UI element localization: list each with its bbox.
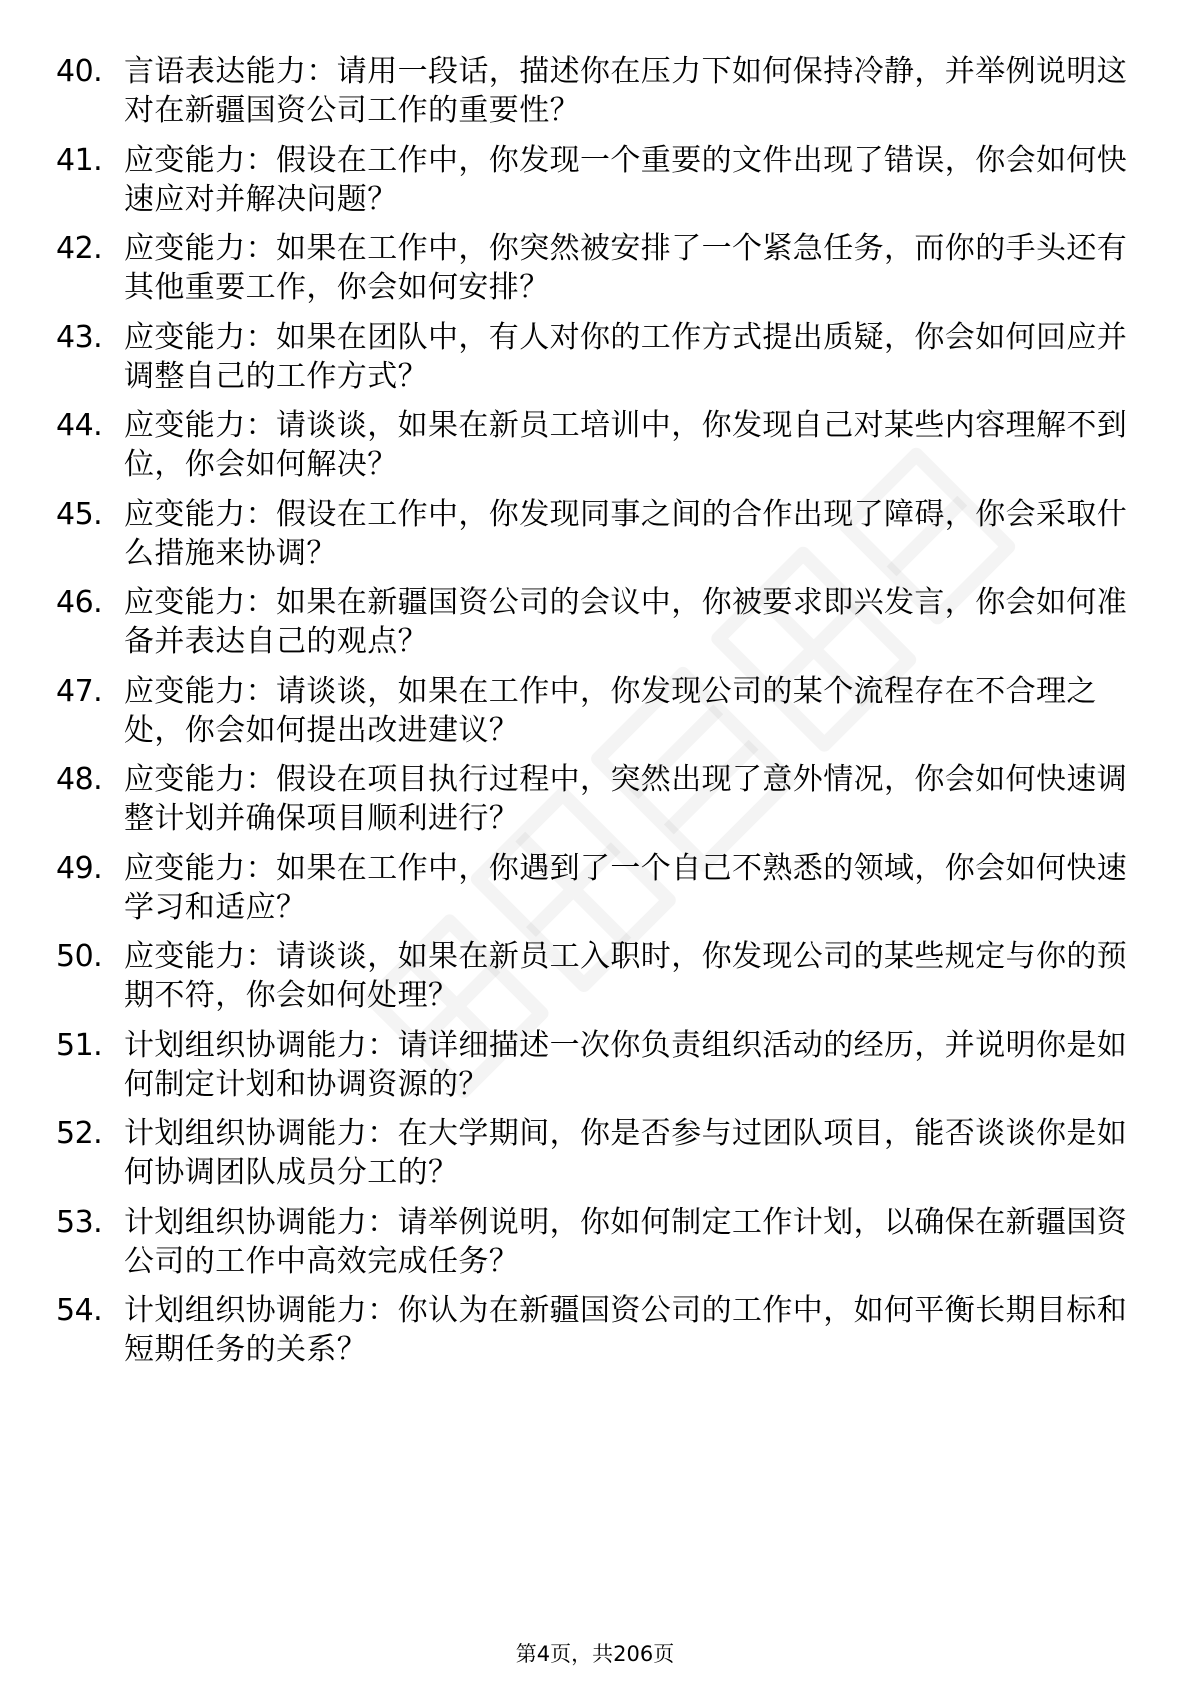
- question-text: 计划组织协调能力：请详细描述一次你负责组织活动的经历，并说明你是如何制定计划和协调资源的？: [124, 1027, 1128, 1102]
- question-item-50: [56, 937, 1136, 1026]
- question-number: 40.: [56, 54, 103, 89]
- question-number: 43.: [56, 319, 103, 355]
- question-text: 计划组织协调能力：请举例说明，你如何制定工作计划，以确保在新疆国资公司的工作中高效完成任务？: [124, 1204, 1128, 1279]
- question-item-51: [56, 1026, 1136, 1115]
- question-number: 53.: [56, 1204, 103, 1240]
- question-item-54: [56, 1291, 1136, 1380]
- question-text: 应变能力：假设在工作中，你发现一个重要的文件出现了错误，你会如何快速应对并解决问题？: [124, 142, 1128, 217]
- question-number: 48.: [56, 762, 103, 797]
- question-list: [56, 52, 1136, 1380]
- question-text: 言语表达能力：请用一段话，描述你在压力下如何保持冷静，并举例说明这对在新疆国资公司工作的重要性？: [124, 54, 1128, 128]
- question-number: 44.: [56, 408, 103, 443]
- question-item-48: [56, 760, 1136, 849]
- question-text: 计划组织协调能力：在大学期间，你是否参与过团队项目，能否谈谈你是如何协调团队成员分工的？: [124, 1116, 1128, 1190]
- page-indicator: 第4页，共206页: [515, 1642, 675, 1666]
- question-text: 应变能力：请谈谈，如果在新员工入职时，你发现公司的某些规定与你的预期不符，你会如何处理？: [124, 939, 1128, 1013]
- question-number: 52.: [56, 1116, 103, 1151]
- question-item-46: [56, 583, 1136, 672]
- question-number: 54.: [56, 1293, 103, 1328]
- question-text: 应变能力：假设在项目执行过程中，突然出现了意外情况，你会如何快速调整计划并确保项目顺利进行？: [124, 762, 1128, 836]
- question-number: 45.: [56, 496, 103, 532]
- question-item-43: [56, 318, 1136, 407]
- question-number: 41.: [56, 142, 103, 178]
- question-number: 46.: [56, 585, 103, 620]
- question-text: 应变能力：请谈谈，如果在新员工培训中，你发现自己对某些内容理解不到位，你会如何解决？: [124, 408, 1128, 482]
- question-item-52: [56, 1114, 1136, 1203]
- question-item-41: [56, 141, 1136, 230]
- question-item-49: [56, 849, 1136, 938]
- question-number: 51.: [56, 1027, 103, 1063]
- question-item-45: [56, 495, 1136, 584]
- question-text: 应变能力：如果在新疆国资公司的会议中，你被要求即兴发言，你会如何准备并表达自己的观点？: [124, 585, 1128, 659]
- question-text: 应变能力：如果在工作中，你突然被安排了一个紧急任务，而你的手头还有其他重要工作，你会如何安排？: [124, 231, 1128, 305]
- question-number: 42.: [56, 231, 103, 266]
- question-number: 47.: [56, 673, 103, 709]
- question-text: 应变能力：如果在工作中，你遇到了一个自己不熟悉的领域，你会如何快速学习和适应？: [124, 850, 1128, 925]
- question-text: 计划组织协调能力：你认为在新疆国资公司的工作中，如何平衡长期目标和短期任务的关系？: [124, 1293, 1128, 1367]
- question-item-47: [56, 672, 1136, 761]
- question-text: 应变能力：假设在工作中，你发现同事之间的合作出现了障碍，你会采取什么措施来协调？: [124, 496, 1128, 571]
- question-text: 应变能力：请谈谈，如果在工作中，你发现公司的某个流程存在不合理之处，你会如何提出改进建议？: [124, 673, 1097, 748]
- question-item-40: [56, 52, 1136, 141]
- question-item-44: [56, 406, 1136, 495]
- question-number: 50.: [56, 939, 103, 974]
- question-item-53: [56, 1203, 1136, 1292]
- question-number: 49.: [56, 850, 103, 886]
- question-item-42: [56, 229, 1136, 318]
- question-text: 应变能力：如果在团队中，有人对你的工作方式提出质疑，你会如何回应并调整自己的工作方式？: [124, 319, 1128, 394]
